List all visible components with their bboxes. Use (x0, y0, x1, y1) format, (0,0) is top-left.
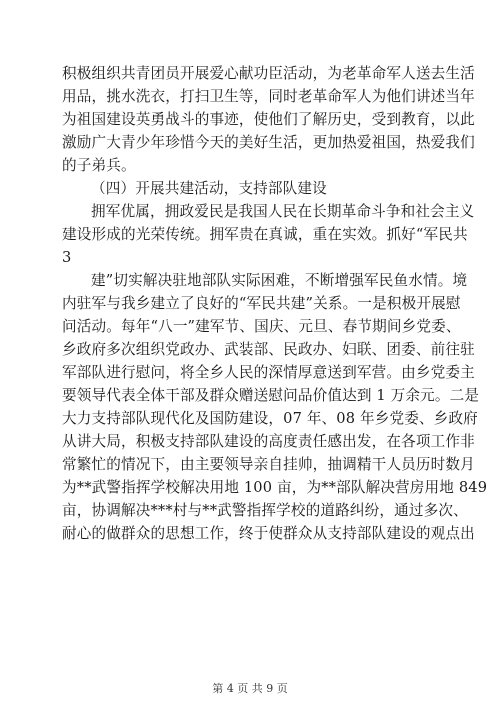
text-line: 为祖国建设英勇战斗的事迹，使他们了解历史，受到教育，以此 (62, 111, 475, 128)
text-line: 激励广大青少年珍惜今天的美好生活，更加热爱祖国，热爱我们 (62, 134, 475, 151)
text-line: 为**武警指挥学校解决用地 100 亩，为**部队解决营房用地 849 (62, 479, 488, 496)
text-line: 要领导代表全体干部及群众赠送慰问品价值达到 1 万余元。二是 (62, 387, 480, 404)
document-body (62, 62, 488, 545)
text-line: 用品，挑水洗衣，打扫卫生等，同时老革命军人为他们讲述当年 (62, 88, 475, 105)
text-line: 问活动。每年“八一”建军节、国庆、元旦、春节期间乡党委、 (62, 318, 461, 335)
text-line: 军部队进行慰问，将全乡人民的深情厚意送到军营。由乡党委主 (62, 364, 475, 381)
text-line: 建设形成的光荣传统。拥军贵在真诚，重在实效。抓好“军民共 (62, 226, 468, 243)
page-number-label: 第 4 页 共 9 页 (212, 682, 288, 695)
text-line: 拥军优属，拥政爱民是我国人民在长期革命斗争和社会主义 (91, 203, 475, 220)
text-line: 内驻军与我乡建立了良好的“军民共建”关系。一是积极开展慰 (62, 295, 461, 312)
text-line: 从讲大局，积极支持部队建设的高度责任感出发，在各项工作非 (62, 433, 475, 450)
text-line: 常繁忙的情况下，由主要领导亲自挂帅，抽调精干人员历时数月 (62, 456, 475, 473)
text-line: 的子弟兵。 (62, 157, 136, 174)
text-line: 耐心的做群众的思想工作，终于使群众从支持部队建设的观点出 (62, 525, 475, 542)
text-line: 亩，协调解决***村与**武警指挥学校的道路纠纷，通过多次、 (62, 502, 468, 519)
inline-page-number: 3 (62, 249, 72, 266)
page-footer (0, 680, 500, 696)
text-line: 大力支持部队现代化及国防建设，07 年、08 年乡党委、乡政府 (62, 410, 478, 427)
text-line: 建”切实解决驻地部队实际困难，不断增强军民鱼水情。境 (91, 272, 468, 289)
text-line: 积极组织共青团员开展爱心献功臣活动，为老革命军人送去生活 (62, 65, 475, 82)
text-line: 乡政府多次组织党政办、武装部、民政办、妇联、团委、前往驻 (62, 341, 475, 358)
section-heading: （四）开展共建活动，支持部队建设 (91, 180, 327, 197)
